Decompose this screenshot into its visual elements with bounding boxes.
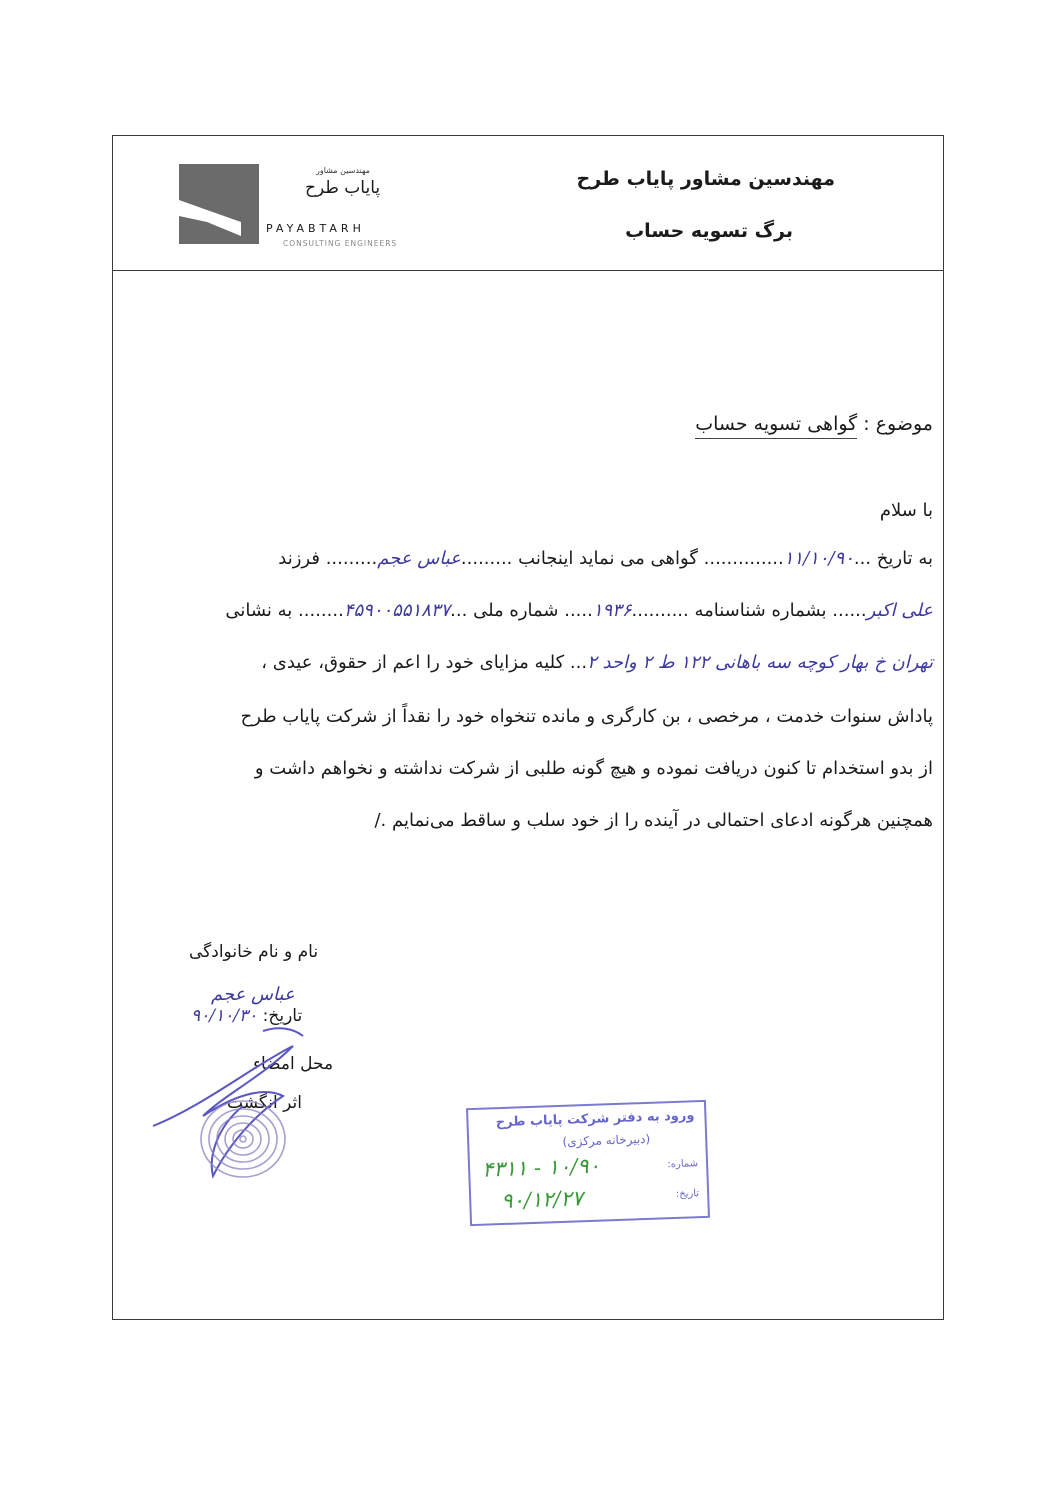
subject-label: موضوع : [863, 413, 933, 435]
subject-line [695, 413, 933, 435]
document-frame [112, 135, 944, 1320]
text-certify: گواهی می نماید اینجانب [518, 548, 698, 569]
letterhead [113, 136, 943, 271]
text-national-id-label: شماره ملی [473, 600, 559, 621]
full-name-label: نام و نام خانوادگی [189, 942, 319, 962]
body-line-6: همچنین هرگونه ادعای احتمالی در آینده را از خود سلب و ساقط می‌نمایم ./ [374, 810, 933, 831]
logo-english-text: PAYABTARH [266, 222, 365, 235]
company-logo-mark [179, 164, 259, 244]
handwritten-signature-date: ۹۰/۱۰/۳۰ [191, 1006, 258, 1026]
stamp-date-label: تاریخ: [675, 1188, 700, 1200]
company-title: مهندسین مشاور پایاب طرح [576, 168, 835, 190]
handwritten-date: ۱۱/۱۰/۹۰ [783, 548, 854, 569]
reception-stamp [466, 1100, 710, 1226]
text-date-label: به تاریخ [876, 548, 933, 569]
logo-persian-text: پایاب طرح [305, 178, 381, 198]
text-birth-cert-label: بشماره شناسنامه [694, 600, 827, 621]
handwritten-signer-name: عباس عجم [211, 984, 295, 1005]
body-line-5: از بدو استخدام تا کنون دریافت نموده و هیچ گونه طلبی از شرکت نداشته و نخواهم داشت و [254, 758, 933, 779]
handwritten-father-name: علی اکبر [866, 600, 933, 621]
subject-value: گواهی تسویه حساب [695, 413, 857, 439]
stamp-subtitle: (دبیرخانه مرکزی) [562, 1131, 651, 1149]
body-line-3: تهران خ بهار کوچه سه باهانی ۱۲۲ ط ۲ واحد ۲... کلیه مزایای خود را اعم از حقوق، عیدی ، [261, 652, 933, 673]
fingerprint-label: اثر انگشت [227, 1093, 302, 1113]
logo-english-subtext: CONSULTING ENGINEERS [283, 239, 398, 248]
greeting: با سلام [879, 500, 933, 521]
handwritten-birth-cert: ۱۹۳۶ [592, 600, 632, 621]
body-line-2: علی اکبر...... بشماره شناسنامه ..........۱۹۳۶..... شماره ملی ...۴۵۹۰۰۵۵۱۸۳۷........ به نشانی [225, 600, 933, 621]
body-line-1: به تاریخ ...۱۱/۱۰/۹۰.............. گواهی می نماید اینجانب .........عباس عجم......... فرزند [278, 548, 933, 569]
body-line-4: پاداش سنوات خدمت ، مرخصی ، بن کارگری و مانده تنخواه خود را نقداً از شرکت پایاب طرح [240, 706, 933, 727]
text-benefits: کلیه مزایای خود را اعم از حقوق، عیدی ، [261, 652, 565, 673]
text-child-of: فرزند [278, 548, 320, 569]
form-title: برگ تسویه حساب [625, 220, 793, 242]
stamp-number-label: شماره: [667, 1158, 699, 1171]
handwritten-national-id: ۴۵۹۰۰۵۵۱۸۳۷ [343, 600, 451, 621]
stamp-number-value: ۴۳۱۱ - ۱۰/۹۰ [481, 1153, 601, 1182]
text-address-label: به نشانی [225, 600, 293, 621]
handwritten-name: عباس عجم [377, 548, 461, 569]
handwritten-address: تهران خ بهار کوچه سه باهانی ۱۲۲ ط ۲ واحد ۲ [587, 652, 933, 673]
logo-small-text: مهندسین مشاور [316, 166, 370, 175]
signature-date-label: تاریخ: [262, 1006, 303, 1026]
stamp-date-value: ۹۰/۱۲/۲۷ [500, 1186, 584, 1214]
stamp-title: ورود به دفتر شرکت پایاب طرح [495, 1108, 695, 1131]
signature-place-label: محل امضاء [253, 1054, 334, 1074]
fingerprint-mark [193, 1091, 293, 1186]
